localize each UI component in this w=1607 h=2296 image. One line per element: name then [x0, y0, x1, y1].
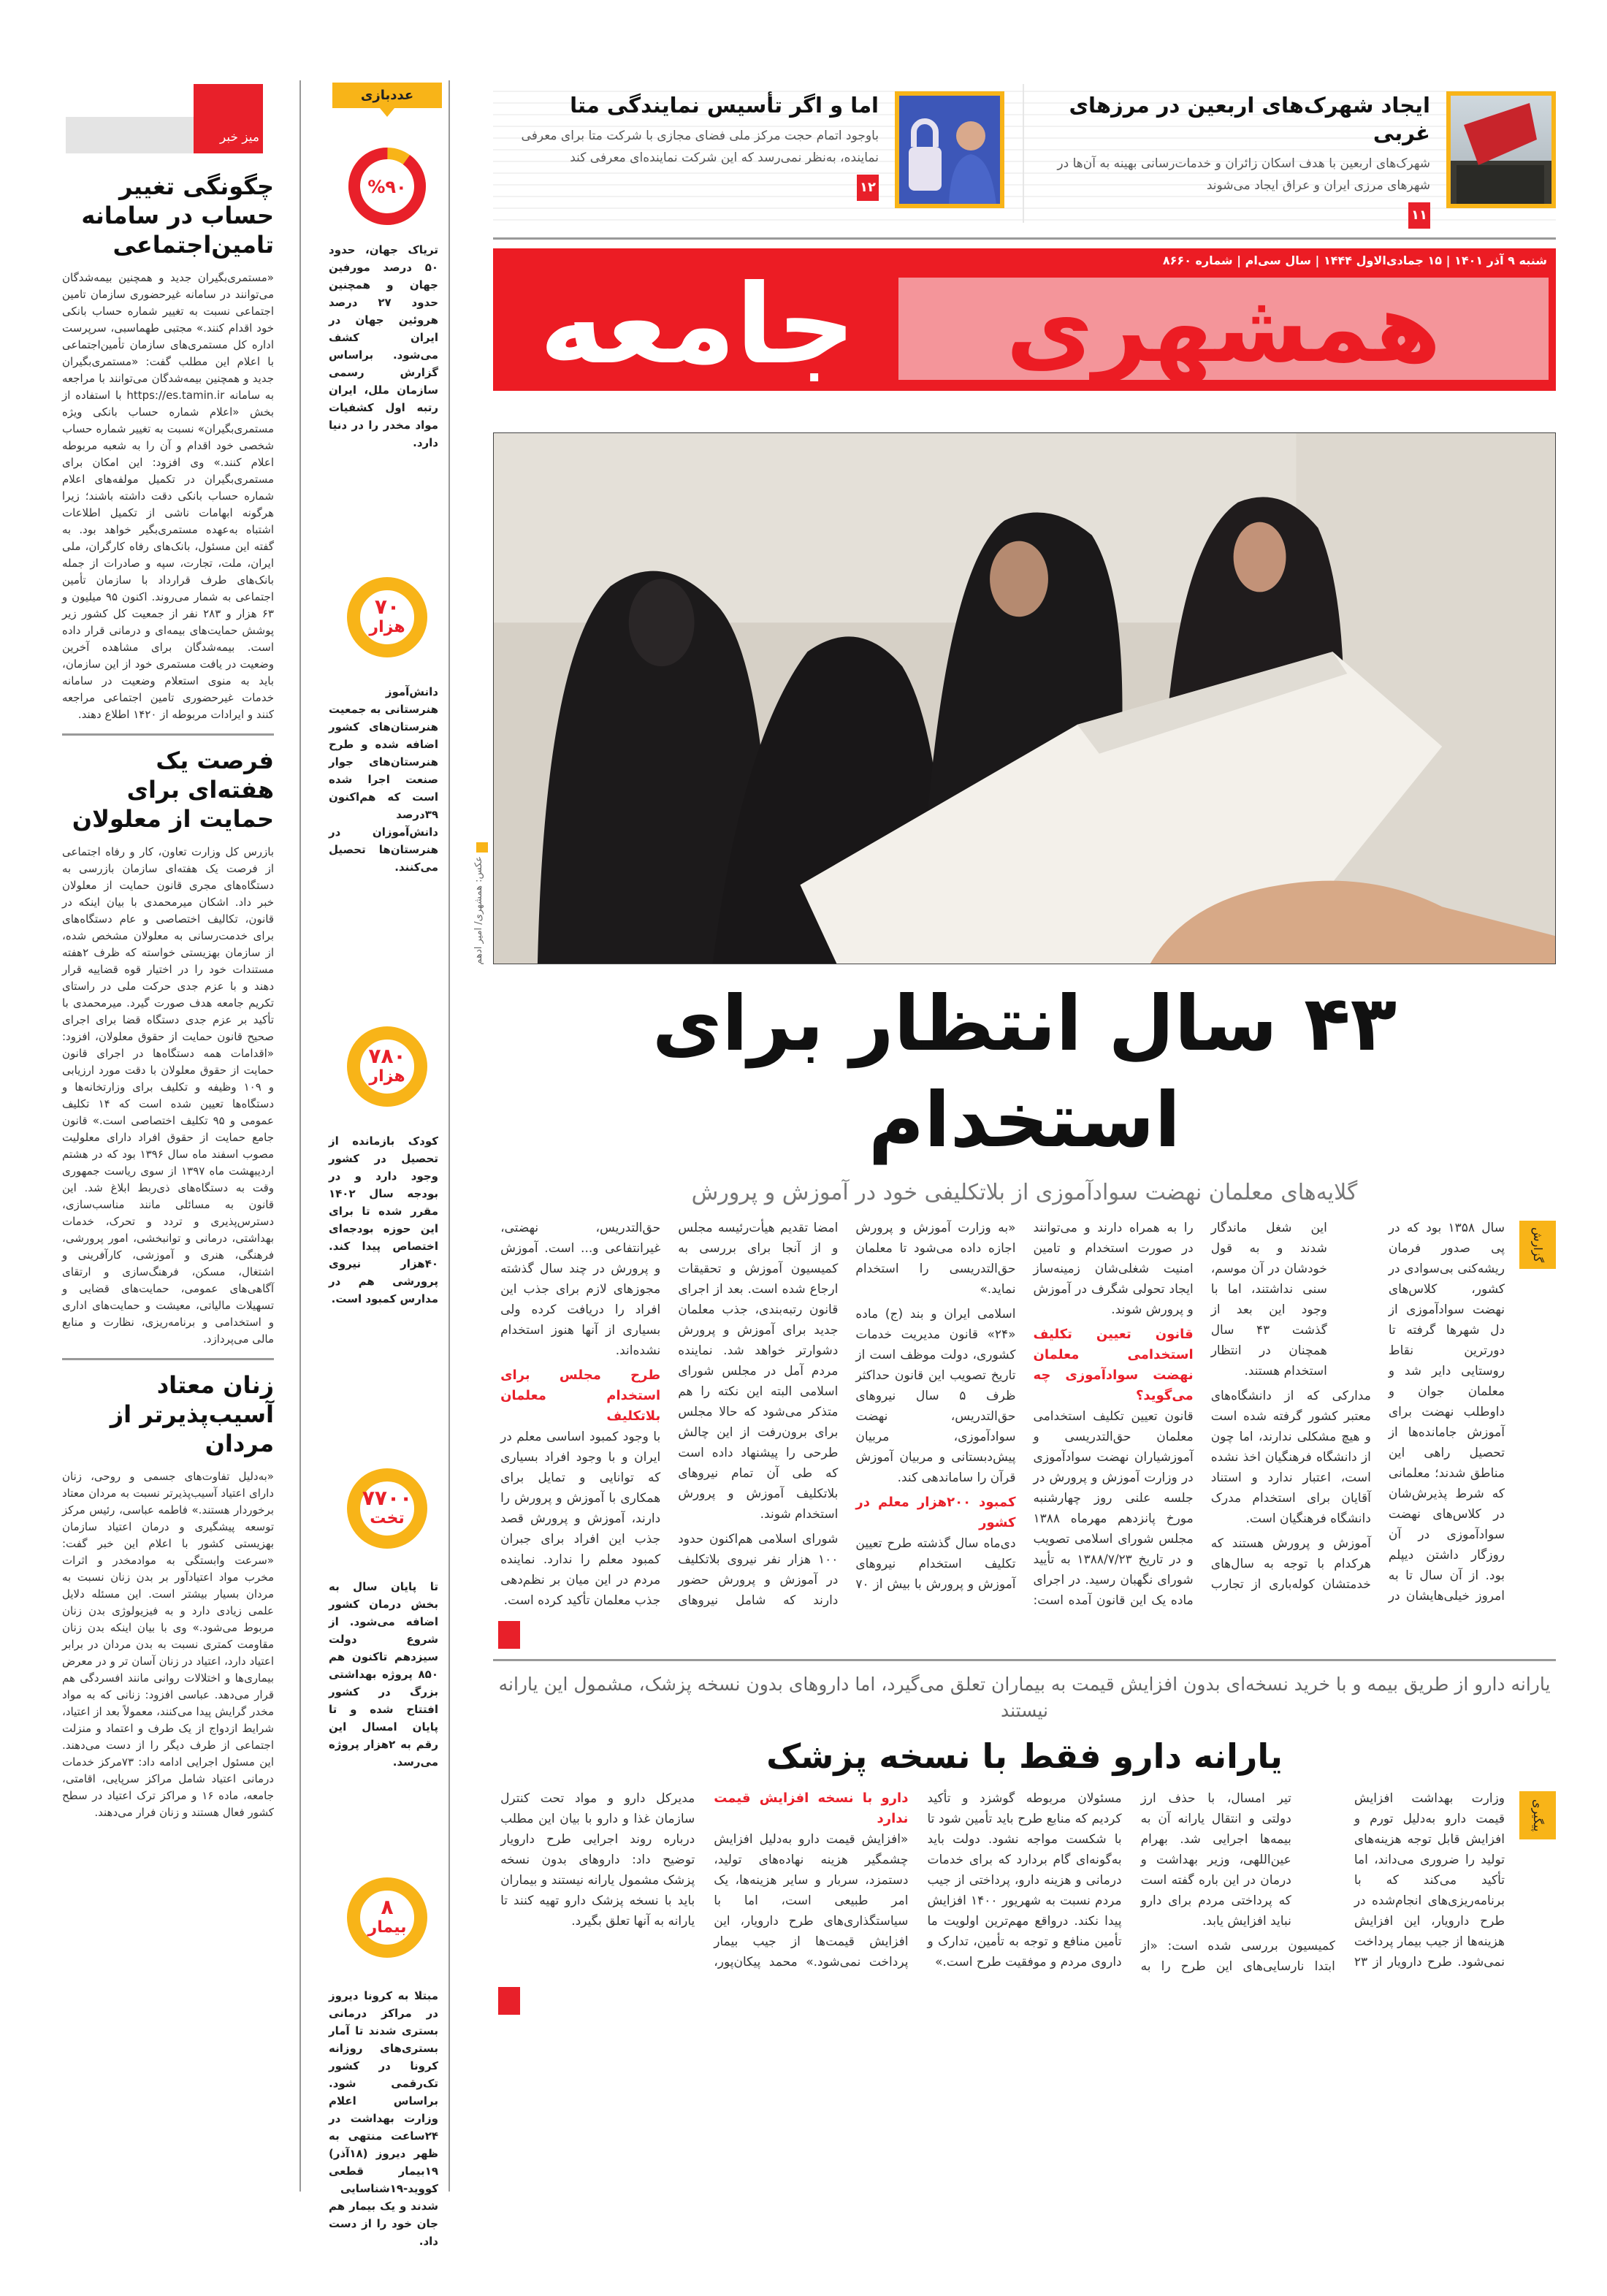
- masthead: [493, 248, 1556, 391]
- story-headline[interactable]: یارانه دارو فقط با نسخه پزشک: [766, 1736, 1283, 1776]
- main-columns: [500, 1218, 1549, 1611]
- section-name: جامعه: [539, 262, 856, 389]
- donut-value: %۹۰: [367, 177, 407, 197]
- photo-credit: عکس: همشهری/ امیر ادهم: [473, 856, 484, 965]
- story-body: «مستمری‌بگیران جدید و همچنین بیمه‌شدگان می‌توانند در سامانه غیرحضوری سازمان تامین اجتماعی نسبت به تغییر شماره حساب بانکی خود اقدام کنند.» مجتبی طهماسبی، سرپرست اداره کل مستمری‌های سازمان تأمین‌اجتماعی با اعلام این مطلب گفت: «مستمری‌بگیران جدید و همچنین بیمه‌شدگان می‌توانند با مراجعه به سامانه https://es.tamin.ir با استفاده از بخش «اعلام شماره حساب بانکی ویژه مستمری‌بگیران» نسبت به تغییر شماره حساب شخصی خود اقدام و آن را به شعبه مربوطه اعلام کنند.» وی افزود: این امکان برای مستمری‌بگیران در تکمیل مولفه‌های اعلام شماره حساب بانکی دقت داشته باشند؛ زیرا هرگونه ابهامات ناشی از تکمیل اطلاعات اشتباه به‌عهده مستمری‌بگیر خواهد بود. به گفته این مسئول، بانک‌های رفاه کارگران، ملی ایران، ملت، تجارت، سپه و صادرات از جمله بانک‌های طرف قرارداد با سازمان تأمین اجتماعی به شمار می‌روند. اکنون ۹۵ میلیون و ۶۳ هزار و ۲۸۳ نفر از جمعیت کل کشور زیر پوشش حمایت‌های بیمه‌ای و درمانی قرار داده است. بیمه‌شدگان برای مشاهده آخرین وضعیت در یافت مستمری خود از این سازمان، باید به منوی استعلام وضعیت در سامانه خدمات غیرحضوری تامین اجتماعی مراجعه کنند و ایرادات مربوطه از ۱۴۲۰ اطلاع دهند.: [62, 271, 274, 721]
- stories-area: [493, 975, 1556, 2015]
- teaser-divider: [1023, 84, 1024, 223]
- dateline: شنبه ۹ آذر ۱۴۰۱ | ۱۵ جمادی‌الاول ۱۴۴۴ | سال سی‌ام | شماره ۸۶۶۰: [1162, 253, 1547, 267]
- stat-text: دانش‌آموز هنرستانی به جمعیت هنرستان‌های کشور اضافه شده و طرح هنرستان‌های جوار صنعت اجرا شده است که هم‌اکنون ۳۹درصد دانش‌آموزان در هنرستان‌ها تحصیل می‌کنند.: [329, 685, 438, 874]
- paragraph: با وجود کمبود اساسی معلم در ایران و با وجود افراد بسیاری که توانایی و تمایل برای همکاری با آموزش و پرورش را دارند، آموزش و پرورش قصد جذب این افراد برای جبران کمبود معلم را ندارد. نماینده مردم در این میان بر نظم‌دهی جذب معلمان تأکید کرده است.: [500, 1430, 661, 1608]
- teaser-meta[interactable]: [493, 91, 1004, 208]
- paragraph: شورای اسلامی هم‌اکنون حدود ۱۰۰ هزار نفر نیروی بلاتکلیف در آموزش و پرورش حضور دارند که شامل نیروهای حق‌التدریس، نهضتی، غیرانتفاعی و... است. آموزش و پرورش در چند سال گذشته مجوزهای لازم برای جذب این افراد را دریافت کرده ولی بسیاری از آنها هنوز استخدام نشده‌اند.: [500, 1221, 839, 1608]
- paragraph: وزارت بهداشت افزایش قیمت دارو به‌دلیل تورم و افزایش قابل توجه هزینه‌های تولید را ضروری می‌داند، اما تأکید می‌کند که با برنامه‌ریزی‌های انجام‌شده در طرح دارویار، این افزایش هزینه‌ها از جیب بیمار پرداخت نمی‌شود. طرح دارویار از ۲۳ تیر امسال، با حذف ارز دولتی و انتقال یارانه آن به بیمه‌ها اجرایی شد. بهرام عین‌اللهی، وزیر بهداشت و درمان در این باره گفته است که پرداختی مردم برای دارو نباید افزایش یابد.: [1140, 1791, 1505, 1969]
- story-subtitle: یارانه دارو از طریق بیمه و با خرید نسخه‌ای بدون افزایش قیمت به بیماران تعلق می‌گیرد، اما داروهای بدون نسخه پزشک، مشمول این یارانه نیستند: [498, 1674, 1551, 1721]
- left-column: [62, 172, 274, 1821]
- teaser-text: شهرک‌های اربعین با هدف اسکان زائران و خدمات‌رسانی بهینه به آن‌ها در شهرهای مرزی ایران و عراق ایجاد می‌شوند: [1057, 156, 1430, 193]
- story-body: «به‌دلیل تفاوت‌های جسمی و روحی، زنان دارای اعتیاد آسیب‌پذیرتر نسبت به مردان معتاد برخوردار هستند.» فاطمه عباسی، رئیس مرکز توسعه پیشگیری و درمان اعتیاد سازمان بهزیستی کشور با اعلام این خبر گفت: «سرعت وابستگی به موادمخدر و اثرات مخرب مواد اعتیادآور بر بدن زنان نسبت به مردان بسیار بیشتر است. این مسئله دلایل علمی زیادی دارد و به فیزیولوژی بدن زنان مربوط می‌شود.» وی با بیان اینکه بدن زنان مقاومت کمتری نسبت به بدن مردان در برابر اعتیاد دارد، اعتیاد در زنان آسان تر و در معرض بیماری‌ها و اختلالات روانی مانند افسردگی هم قرار می‌دهد. عباسی افزود: زنانی که به مواد مخدر گرایش پیدا می‌کنند، معمولاً بعد از اعتیاد، شرایط ازدواج از یک طرف و اعتماد و منزلت اجتماعی از طرف دیگر را از دست می‌دهند. این مسئول اجرایی ادامه داد: ۷۳مرکز خدمات درمانی اعتیاد شامل مراکز سرپایی، اقامتی، جامعه، ماده ۱۶ و مراکز ترک اعتیاد در سطح کشور فعال هستند و زنان فرار می‌دهند.: [62, 1470, 274, 1819]
- stat-value: ۸: [381, 1895, 394, 1919]
- divider: [62, 733, 274, 736]
- story-body: [493, 1788, 1556, 1977]
- paragraph: کمیسیون بررسی شده است: «از ابتدا نارسایی‌های این طرح را به مسئولان مربوطه گوشزد و تأکید کردیم که منابع طرح باید تأمین شود تا با شکست مواجه نشود. دولت باید به‌گونه‌ای گام بردارد که برای خدمات درمانی و هزینه دارو، پرداختی از جیب مردم نسبت به شهریور ۱۴۰۰ افزایش پیدا نکند. درواقع مهم‌ترین اولویت ما تأمین منافع و توجه به تأمین، تدارک و داروی مردم و موفقیت طرح است.»: [927, 1791, 1335, 1974]
- stat-unit: هزار: [369, 1067, 405, 1086]
- followup-label: پیگیری: [1519, 1791, 1556, 1839]
- subhead: کمبود ۲۰۰هزار معلم در کشور: [855, 1495, 1016, 1530]
- caption-marker: [476, 842, 488, 853]
- stat-unit: هزار: [369, 618, 405, 636]
- paragraph: مدارکی که از دانشگاه‌های معتبر کشور گرفته شده است و هیچ مشکلی ندارند، اما چون از دانشگاه فرهنگیان اخذ نشده است، اعتبار ندارد و استناد آقایان برای استخدام مدرک دانشگاه فرهنگیان است.: [1210, 1389, 1371, 1526]
- story-columns: [500, 1788, 1549, 1977]
- subhead: دارو با نسخه افزایش قیمت ندارد: [714, 1790, 909, 1826]
- story-title: چگونگی تغییر حساب در سامانه تامین‌اجتماعی: [81, 172, 274, 259]
- divider: [62, 1358, 274, 1360]
- main-subtitle: گلایه‌های معلمان نهضت سوادآموزی از بلاتکلیفی خود در آموزش و پرورش: [691, 1180, 1358, 1205]
- flag-photo: [1449, 96, 1551, 205]
- main-body: [493, 1218, 1556, 1611]
- divider: [493, 1659, 1556, 1661]
- report-label: گزارش: [1519, 1221, 1556, 1269]
- percent-donut: [347, 146, 427, 226]
- stat-value: ۷۰: [374, 595, 400, 619]
- stat-unit: بیمار: [367, 1918, 407, 1937]
- story-title: زنان معتاد آسیب‌پذیرتر از مردان: [110, 1371, 274, 1457]
- teaser-image: [1446, 91, 1556, 208]
- paragraph: اسلامی ایران و بند (ج) ماده «۲۴» قانون مدیریت خدمات کشوری، دولت موظف است از تاریخ تصویب این قانون حداکثر ظرف ۵ سال نیروهای حق‌التدریس، نهضت سوادآموزی، مربیان پیش‌دبستانی و مربیان آموزش قرآن را ساماندهی کند.: [855, 1307, 1016, 1485]
- stat-text: کودک بازمانده از تحصیل در کشور وجود دارد و در بودجه سال ۱۴۰۲ مقرر شده تا برای این حوزه بودجه‌ای اختصاص پیدا کند. ۴۰هزار نیروی پرورشی هم در مدارس کمبود است.: [329, 1134, 438, 1305]
- stat-circle: [347, 1877, 427, 1958]
- paragraph: دی‌ماه سال گذشته طرح تعیین تکلیف استخدام نیروهای آموزش و پرورش با بیش از ۷۰ امضا تقدیم هیأت‌رئیسه مجلس و از آنجا برای بررسی به کمیسیون آموزش و تحقیقات ارجاع شده است. بعد از اجرای قانون رتبه‌بندی، جذب معلمان جدید برای آموزش و پرورش دشوارتر خواهد شد. نماینده مردم آمل در مجلس شورای اسلامی البته این نکته را هم متذکر می‌شود که حالا مجلس برای برون‌رفت از این چالش طرحی را پیشنهاد داده است که طی آن تمام نیروهای بلاتکلیف آموزش و پرورش استخدام شوند.: [678, 1221, 1016, 1592]
- lock-photo: [898, 96, 1000, 205]
- stat-circle: [347, 1468, 427, 1549]
- subhead: قانون تعیین تکلیف استخدامی معلمان نهضت سوادآموزی چه می‌گوید؟: [1033, 1327, 1194, 1403]
- teaser-title[interactable]: اما و اگر تأسیس نمایندگی متا: [570, 93, 879, 118]
- section-tag-label: میز خبر: [219, 130, 259, 145]
- story-body: بازرس کل وزارت تعاون، کار و رفاه اجتماعی از فرصت یک هفته‌ای سازمان بازرسی به دستگاه‌های مجری قانون حمایت از معلولان خبر داد. اشکان میرمحمدی با بیان اینکه در قانون، تکالیف اختصاصی و عام دستگاه‌های برای خدمت‌رسانی به معلولان مشخص شده، از سازمان بهزیستی خواسته که ظرف ۲هفته مستندات خود را در اختیار قوه قضاییه قرار دهند و با عزم جدی حرکت ملی در راستای تکریم جامعه هدف صورت گیرد. میرمحمدی با تأکید بر عزم جدی دستگاه قضا برای اجرای صحیح قانون حمایت از حقوق معلولان، افزود: «اقدامات همه دستگاه‌ها در اجرای قانون حمایت از حقوق معلولان با دقت مورد ارزیابی و ۱۰۹ وظیفه و تکلیف برای وزارتخانه‌ها و دستگاه‌ها تعیین شده است که ۱۴ تکلیف عمومی و ۹۵ تکلیف اختصاصی است.» قانون جامع حمایت از حقوق افراد دارای معلولیت مصوب اسفند ماه سال ۱۳۹۶ بود که در هشتم اردیبهشت ماه ۱۳۹۷ از سوی ریاست جمهوری وقت به دستگاه‌های ذی‌ربط ابلاغ شد. این قانون به مسائلی مانند مناسب‌سازی، دسترس‌پذیری و تردد و تحرک، خدمات بهداشتی، درمانی و توانبخشی، امور پرورشی، فرهنگی، هنری و آموزشی، کارآفرینی و اشتغال، مسکن، فرهنگ‌سازی و ارتقای آگاهی‌های عمومی، حمایت‌های قضایی و تسهیلات مالیاتی، معیشت و حمایت‌های اداری و استخدامی و برنامه‌ریزی، نظارت و منابع مالی می‌پردازد.: [62, 845, 275, 1346]
- teaser-title[interactable]: ایجاد شهرک‌های اربعین در مرزهای غربی: [1069, 93, 1430, 145]
- teaser-arbaeen[interactable]: [1045, 91, 1556, 229]
- end-mark: [498, 1621, 520, 1649]
- stat-text: تریاک جهان، حدود ۵۰ درصد مورفین جهان و همچنین حدود ۲۷ درصد هروئین جهان در ایران کشف می‌شود. براساس گزارش رسمی سازمان ملل، ایران رتبه اول کشفیات مواد مخدر را در دنیا دارد.: [329, 243, 438, 449]
- stat-circle: [347, 1026, 427, 1107]
- column-border: [299, 80, 301, 2192]
- end-mark: [498, 1987, 520, 2015]
- numbers-tag: عددبازی: [332, 83, 442, 108]
- paragraph: آموزش و پرورش هستند که هرکدام با توجه به سال‌های خدمتشان کوله‌باری از تجارب را به همراه دارند و می‌توانند در صورت استخدام و تامین امنیت شغلی‌شان زمینه‌ساز ایجاد تحولی شگرف در آموزش و پرورش شوند.: [1033, 1221, 1371, 1592]
- stat-text: تا پایان سال به بخش درمان کشور اضافه می‌شود. از شروع دولت سیزدهم تاکنون هم ۸۵۰ پروژه بهداشتی بزرگ در کشور افتتاح شده و تا پایان امسال این رقم به ۲هزار پروژه می‌رسد.: [329, 1580, 438, 1769]
- main-photo: [493, 432, 1556, 964]
- page-number[interactable]: ۱۱: [1408, 202, 1430, 229]
- newspaper-name: همشهری: [1006, 272, 1441, 384]
- stat-circle: [347, 577, 427, 657]
- page-number[interactable]: ۱۲: [857, 175, 879, 201]
- story-title: فرصت یک هفته‌ای برای حمایت از معلولان: [72, 747, 274, 833]
- subhead: طرح مجلس برای استخدام معلمان بلاتکلیف: [500, 1368, 661, 1424]
- stat-value: ۷۷۰۰: [362, 1486, 413, 1510]
- tag-pointer: [380, 108, 394, 117]
- divider: [493, 237, 1556, 240]
- stat-text: مبتلا به کرونا دیروز در مراکز درمانی بستری شدند تا آمار بستری‌های روزانه کرونا در کشور تک‌رقمی شود. براساس اعلام وزارت بهداشت در ۲۴ساعت منتهی به ظهر دیروز (۱۸آذر) ۱۹بیمار قطعی کووید-۱۹شناسایی شدند و یک بیمار هم جان خود را از دست داد.: [329, 1989, 438, 2248]
- paragraph: قانون تعیین تکلیف استخدامی معلمان حق‌التدریسی و آموزشیاران نهضت سوادآموزی در وزارت آموزش و پرورش در جلسه علنی روز چهارشنبه مورخ پانزدهم مهرماه ۱۳۸۸ مجلس شورای اسلامی تصویب و در تاریخ ۱۳۸۸/۷/۲۳ به تأیید شورای نگهبان رسید. در اجرای ماده یک این قانون آمده است: «به وزارت آموزش و پرورش اجازه داده می‌شود تا معلمان حق‌التدریسی را استخدام نماید.»: [855, 1221, 1194, 1608]
- stat-value: ۷۸۰: [368, 1044, 406, 1068]
- column-border: [448, 80, 450, 2192]
- stat-unit: تخت: [370, 1509, 405, 1528]
- teaser-image: [895, 91, 1004, 208]
- main-headline[interactable]: ۴۳ سال انتظار برای استخدام: [652, 979, 1397, 1164]
- paragraph: «افزایش قیمت دارو به‌دلیل افزایش چشمگیر هزینه نهاده‌های تولید، دستمزد، سربار و سایر هزینه‌ها، یک امر طبیعی است، اما با سیاستگذاری‌های طرح دارویار، این افزایش قیمت‌ها از جیب بیمار پرداخت نمی‌شود.» محمد پیکان‌پور، مدیرکل دارو و مواد تحت کنترل سازمان غذا و دارو با بیان این مطلب درباره روند اجرایی طرح دارویار توضیح داد: داروهای بدون نسخه پزشک مشمول یارانه نیستند و بیماران باید با نسخه پزشک دارو تهیه کنند تا یارانه به آنها تعلق بگیرد.: [500, 1791, 909, 1969]
- section-tag-bar: [66, 117, 194, 153]
- teaser-text: باوجود اتمام حجت مرکز ملی فضای مجازی با شرکت متا برای معرفی نماینده، به‌نظر نمی‌رسد که این شرکت نماینده‌ای معرفی کند: [521, 129, 879, 165]
- paragraph: سال ۱۳۵۸ بود که در پی صدور فرمان ریشه‌کنی بی‌سوادی در کشور، کلاس‌های نهضت سوادآموزی از دل شهرها گرفته تا دورترین نقاط روستایی دایر شد و معلمان جوان و داوطلب نهضت برای آموزش جامانده‌ها از تحصیل راهی این مناطق شدند؛ معلمانی که شرط پذیرش‌شان در کلاس‌های نهضت سوادآموزی در آن روزگار داشتن دیپلم بود. از آن سال تا به امروز خیلی‌هایشان در این شغل ماندگار شدند و به قول خودشان در آن موسم، سنی نداشتند، اما با وجود این بعد از گذشت ۴۳ سال همچنان در انتظار استخدام هستند.: [1210, 1221, 1505, 1603]
